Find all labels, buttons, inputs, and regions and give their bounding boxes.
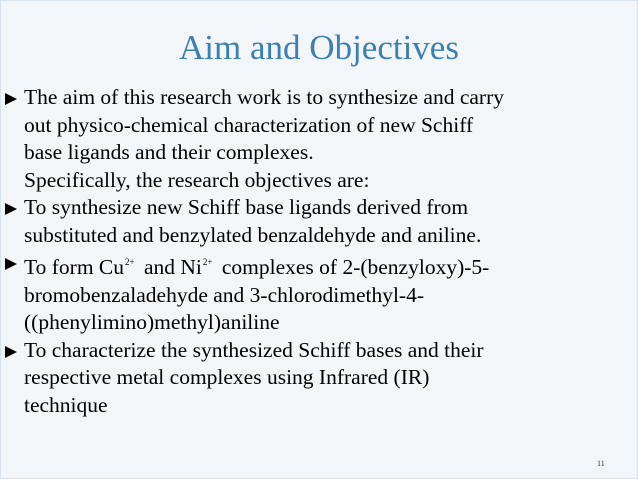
- text-line: To synthesize new Schiff base ligands derived from: [24, 195, 469, 219]
- text-line: [24, 249, 630, 282]
- bullet-arrow-icon: [5, 346, 17, 358]
- charge-superscript: 2+: [202, 257, 213, 267]
- bullet-item-aim: [4, 84, 630, 194]
- charge-superscript: 2+: [125, 257, 135, 267]
- bullet-item-synthesize: [4, 194, 630, 249]
- text-fragment: To form Cu: [24, 255, 125, 279]
- text-line: out physico-chemical characterization of new Schiff: [24, 112, 474, 137]
- text-line: To characterize the synthesized Schiff bases and their: [24, 337, 484, 362]
- text-line: bromobenzaladehyde and 3-chlorodimethyl-4-: [24, 282, 424, 307]
- text-line: ((phenylimino)methyl)aniline: [24, 310, 280, 334]
- bullet-arrow-icon: [5, 93, 17, 105]
- slide-title: Aim and Objectives: [179, 28, 459, 67]
- bullet-item-characterize: [4, 337, 630, 420]
- page-number: 11: [597, 459, 605, 468]
- text-line: respective metal complexes using Infrared (IR): [24, 365, 430, 389]
- text-line: The aim of this research work is to synthesize and carry: [24, 85, 505, 109]
- text-line: technique: [24, 392, 108, 417]
- bullet-arrow-icon: [5, 203, 17, 215]
- slide-body: [4, 84, 630, 419]
- text-line: substituted and benzylated benzaldehyde and aniline.: [24, 222, 482, 247]
- bullet-arrow-icon: [5, 258, 17, 270]
- text-fragment: and Ni: [138, 255, 202, 279]
- text-line: Specifically, the research objectives are:: [24, 167, 370, 192]
- bullet-item-complexes: [4, 249, 630, 337]
- text-line: base ligands and their complexes.: [24, 140, 314, 164]
- text-fragment: complexes of 2-(benzyloxy)-5-: [216, 255, 490, 279]
